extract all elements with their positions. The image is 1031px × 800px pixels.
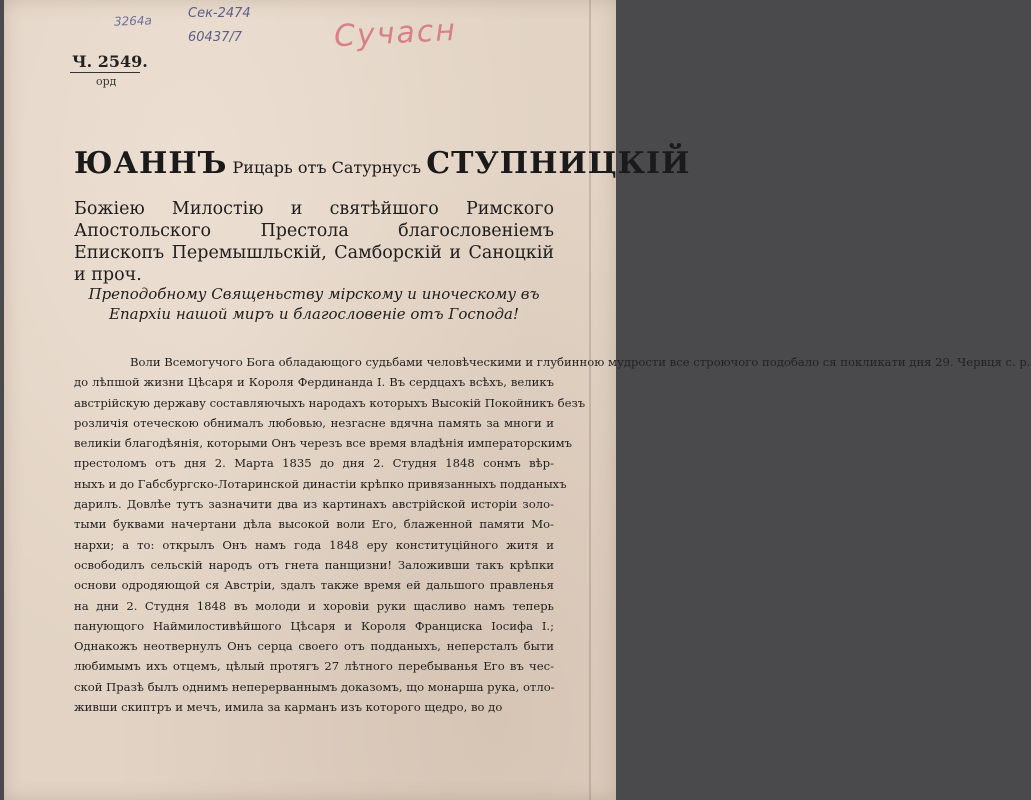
body-line: Однакожъ неотвернулъ Онъ серца своего отъ подданыхъ, неперсталъ быти (74, 639, 554, 654)
body-line: тыми буквами начертани дѣла высокой воли Его, блаженной памяти Мо- (74, 517, 554, 532)
body-text (74, 352, 1031, 717)
body-line: до лѣпшой жизни Цѣсаря и Короля Фердинанда I. Въ сердцахъ всѣхъ, великъ (74, 375, 554, 390)
body-line: нархи; а то: открылъ Онъ намъ года 1848 еру конституційного житя и (74, 537, 554, 552)
body-line: Воли Всемогучого Бога обладающого судьбами человѣческими и глубинною мудрости все строючого подобало ся покликати дня 29. Червця с. р. (130, 355, 1031, 369)
page-fold (589, 0, 591, 800)
body-line: ской Празѣ былъ однимъ неперерваннымъ доказомъ, що монарша рука, отло- (74, 679, 555, 694)
document-subtitle: Божіею Милостію и святѣйшого Римского Апостольского Престола благословеніемъ Епископъ Перемышльскій, Самборскій и Саноцкій и проч. (74, 199, 554, 285)
salutation: Преподобному Священьству мірскому и иноческому въ Епархіи нашой миръ и благословеніе отъ Господа! (88, 285, 540, 323)
body-line: основи одродяющой ся Австріи, здалъ также время ей дальшого правленья (74, 578, 554, 593)
body-line: дарилъ. Довлѣе тутъ зазначити два из картинахъ австрійской исторіи золо- (74, 497, 554, 512)
body-line: панующого Наймилостивѣйшого Цѣсаря и Короля Франциска Іосифа I.; (74, 618, 554, 633)
body-line: живши скиптръ и мечъ, имила за карманъ изъ которого щедро, во до (74, 700, 503, 715)
title-surname: СТУПНИЦКІЙ (426, 146, 691, 181)
title-first-name: ЮАННЪ (74, 146, 228, 181)
number-underline (70, 72, 140, 73)
body-line: австрійскую державу составляючыхъ народахъ которыхъ Высокій Покойникъ безъ (74, 395, 586, 410)
body-line: ныхъ и до Габсбургско-Лотаринской династіи крѣпко привязанныхъ подданыхъ (74, 476, 567, 491)
body-line: розличія отеческою обнималъ любовью, незгасне вдячна память за многи и (74, 415, 554, 430)
handwritten-inventory-number: 3264а (113, 13, 153, 29)
body-line: любимымъ ихъ отцемъ, цѣлый протягъ 27 лѣтного перебыванья Его въ чес- (74, 659, 554, 674)
document-page (4, 0, 1031, 800)
title-middle: Рицарь отъ Сатурнусъ (232, 158, 422, 177)
document-number: Ч. 2549. (72, 52, 148, 71)
body-line: на дни 2. Студня 1848 въ молоди и хоровіи руки щасливо намъ теперь (74, 598, 554, 613)
body-line: престоломъ отъ дня 2. Марта 1835 до дня 2. Студня 1848 сонмъ вѣр- (74, 456, 554, 471)
body-line: освободилъ сельскій народъ отъ гнета панщизни! Заложивши такъ крѣпки (74, 557, 554, 572)
handwritten-catalog-number: 60437/7 (188, 30, 243, 45)
handwritten-archive-code: Сек-2474 (188, 6, 251, 21)
ord-label: орд (96, 75, 117, 88)
document-title (74, 146, 691, 181)
body-line: великіи благодѣянія, которыми Онъ черезъ все время владѣнія императорскимъ (74, 436, 573, 451)
handwritten-red-note: Сучасн (333, 12, 458, 55)
